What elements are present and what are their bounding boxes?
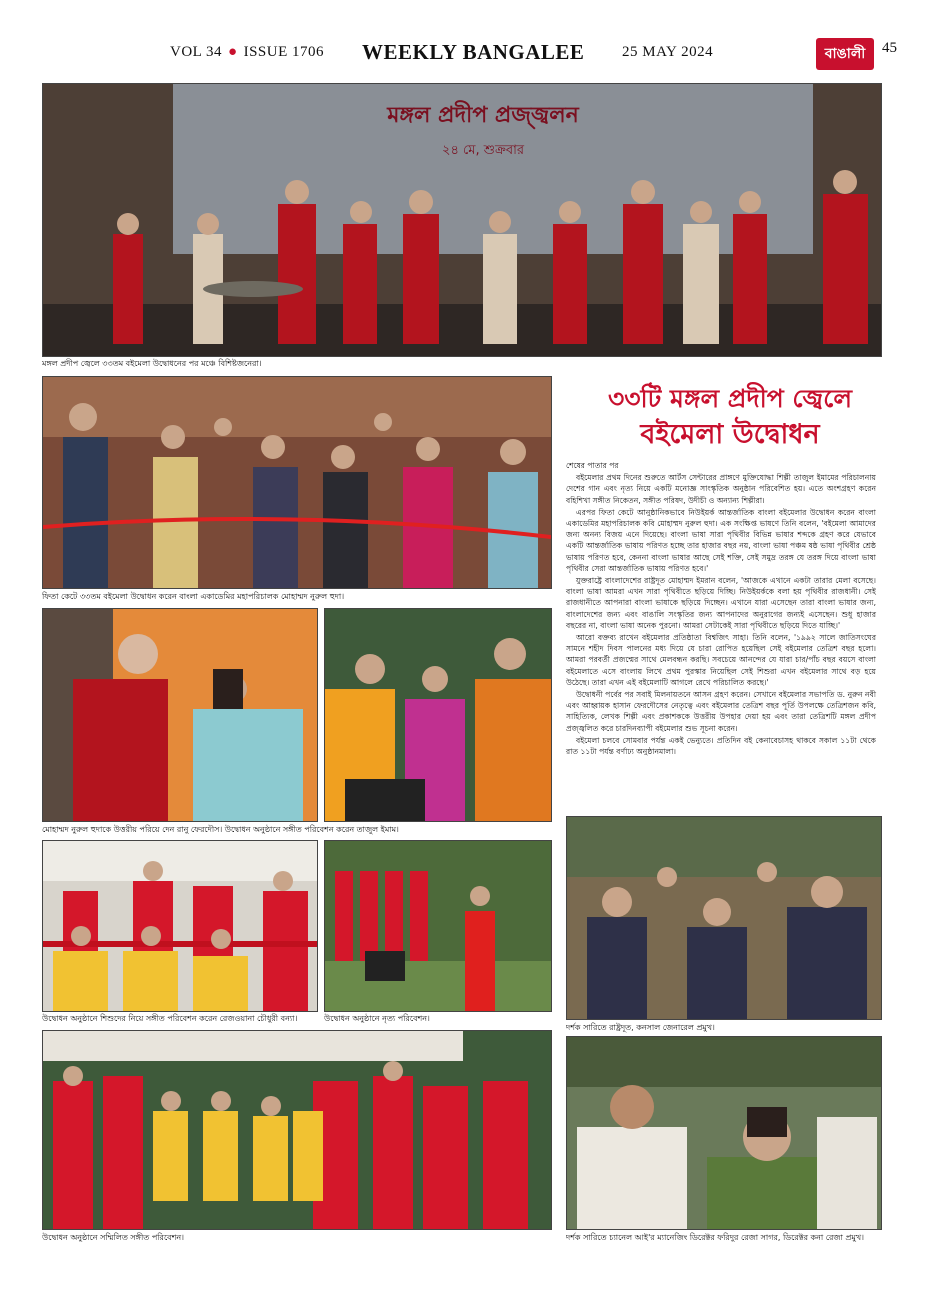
headline-line-1: ৩৩টি মঙ্গল প্রদীপ জ্বেলে [608,384,852,413]
caption-photo-2: ফিতা কেটে ৩৩তম বইমেলা উদ্বোধন করেন বাংলা একাডেমির মহাপরিচালক মোহাম্মদ নুরুল হুদা। [42,592,345,601]
caption-photo-8: উদ্বোধন অনুষ্ঠানে সম্মিলিত সঙ্গীত পরিবেশন। [42,1233,184,1242]
article-body [566,460,876,758]
publication-logo: বাঙালী [816,38,874,70]
caption-photo-7: দর্শক সারিতে রাষ্ট্রদূত, কনসাল জেনারেল প্রমুখ। [566,1023,715,1032]
photo-singer [324,608,552,822]
caption-photo-1: মঙ্গল প্রদীপ জ্বেলে ৩৩তম বইমেলা উদ্বোধনের পর মঞ্চে বিশিষ্টজনেরা। [42,359,262,368]
photo-children-song [42,840,318,1012]
photo-combined-song [42,1030,552,1230]
caption-photo-6: উদ্বোধন অনুষ্ঠানে নৃত্য পরিবেশন। [324,1014,430,1023]
photo-ribbon-cutting [42,376,552,589]
page-number: 45 [882,40,897,56]
caption-photo-9: দর্শক সারিতে চ্যানেল আই'র ম্যানেজিং ডিরেক্টর ফরিদুর রেজা সাগর, ডিরেক্টর কনা রেজা প্রমুখ। [566,1233,864,1242]
caption-photo-5: উদ্বোধন অনুষ্ঠানে শিশুদের নিয়ে সঙ্গীত পরিবেশন করেন রেজওয়ানা চৌধুরী বন্যা। [42,1014,298,1023]
article-paragraph: বইমেলা চলবে সোমবার পর্যন্ত একই ভেন্যুতে। প্রতিদিন বই কেনাবেচাসহ থাকবে সকাল ১১টা থেকে রাত ১১টা পর্যন্ত বর্ণাঢ্য অনুষ্ঠানমালা। [566,735,876,757]
headline-line-2: বইমেলা উদ্বোধন [640,419,820,450]
article-paragraph: উদ্বোধনী পর্বের পর সবাই মিলনায়তনে আসন গ্রহণ করেন। সেখানে বইমেলার সভাপতি ড. নুরুন নবী এবং আহ্বায়ক হাসান ফেরদৌসের নেতৃত্বে এবং বইমেলার তেত্রিশ বছর পূর্তি উপলক্ষে তেত্রিশজন কবি, সাহিত্যিক, লেখক শিল্পী এবং প্রকাশককে উত্তরীয় উপহার দেয়া হয় এবং তারা তেত্রিশটি মঙ্গল প্রদীপ প্রজ্জ্বলিত করে চারদিনব্যাপী বইমেলার শুভ সূচনা করেন। [566,690,876,733]
article-paragraph: আরো বক্তব্য রাখেন বইমেলার প্রতিষ্ঠাতা বিশ্বজিৎ সাহা। তিনি বলেন, '১৯৯২ সালে জাতিসংঘের সামনে শহীদ দিবস পালনের মধ্য দিয়ে যে চারা রোপিত হয়েছিল সেই বইমেলার তেত্রিশ বছর হলো। আমরা পরবর্তী প্রজন্মের সাথে মেলবন্ধন করছি। সবচেয়ে আনন্দের যে যারা চার/পাঁচ বছর বয়সে বাংলা বইমেলাতে এসে বাংলায় লিখে প্রথম পুরস্কার নিয়েছিল সেই শিশুরা এখন বইমেলার সাথে বড় হয়ে উঠেছে। তারা এখন এই বইমেলাটি আগলে রেখে পরিচালিত করছে।' [566,633,876,687]
publication-title: WEEKLY BANGALEE [362,40,585,64]
photo-audience-channel-i [566,1036,882,1230]
article-paragraph: যুক্তরাষ্ট্রে বাংলাদেশের রাষ্ট্রদূত মোহাম্মদ ইমরান বলেন, 'আজকে এখানে একটা তারার মেলা বসেছে। বাংলা ভাষা আমরা এখন সারা পৃথিবীতে ছড়িয়ে দিচ্ছি। নিউইয়র্ককে বলা হয় পৃথিবীর রাজধানী। সেই রাজধানীতে আপনারা বাংলা ভাষাকে ছড়িয়ে দিচ্ছেন। এখানে যারা এসেছেন তারা বাংলা ভাষার জন্য, বাংলাদেশের জন্য এবং বাঙালি সংস্কৃতির জন্য আপনাদের অনুরাগের জন্যই এসেছেন। শুধু হাজার বছরের না, বাংলা ভাষা অনেক পুরনো। আমরা সেটাকেই সারা পৃথিবীতে ছড়িয়ে দিতে যাচ্ছি।' [566,576,876,630]
masthead [0,34,945,74]
stage-banner-text: মঙ্গল প্রদীপ প্রজ্জ্বলন ২৪ মে, শুক্রবার [387,103,579,158]
volume-issue: VOL 34 ● ISSUE 1706 [170,44,325,60]
photo-audience-ambassador [566,816,882,1020]
photo-dance [324,840,552,1012]
article-paragraph: বইমেলার প্রথম দিনের শুরুতে আর্টস সেন্টারের প্রাঙ্গণে মুক্তিযোদ্ধা শিল্পী তাজুল ইমামের পরিচালনায় দেশের গান এবং নৃত্য নিয়ে একটি মনোজ্ঞ সাংস্কৃতিক অনুষ্ঠান পরিবেশিত হয়। এতে অংশগ্রহণ করেন বহিশিখা সঙ্গীত নিকেতন, সঙ্গীত পরিষদ, উদীচী ও অন্যান্য শিল্পীরা। [566,473,876,505]
caption-photo-3-4: মোহাম্মদ নুরুল হুদাকে উত্তরীয় পরিয়ে দেন রানু ফেরদৌস। উদ্বোধন অনুষ্ঠানে সঙ্গীত পরিবেশন করেন তাজুল ইমাম। [42,825,399,834]
photo-uttoriyo [42,608,318,822]
article-paragraph: এরপর ফিতা কেটে আনুষ্ঠানিকভাবে নিউইয়র্ক আন্তর্জাতিক বাংলা বইমেলার উদ্বোধন করেন বাংলা একাডেমির মহাপরিচালক কবি মোহাম্মদ নুরুল হুদা। এক সংক্ষিপ্ত ভাষণে তিনি বলেন, 'বইমেলা আমাদের জন্য অনন্য বিজয় এনে দিয়েছে। বাংলা ভাষা সারা পৃথিবীর বিভিন্ন ভাষার শব্দকে গ্রহণ করে যেভাবে একটি আন্তর্জাতিক ভাষায় পরিণত হচ্ছে তার হাজার বছর নয়, বাংলা ভাষা পঞ্চম ষষ্ঠ ভাষা পৃথিবীর শ্রেষ্ঠ ভাষায় পরিণত হবে, কেননা বাংলা ভাষার আছে সেই শক্তি, সেই সমুদ্র তরঙ্গ যে তরঙ্গ দিয়ে বাংলা ভাষা পৃথিবীর সেরা আন্তর্জাতিক ভাষায় পরিণত হবে।' [566,507,876,573]
continued-from: শেষের পাতার পর [566,461,619,470]
article-headline [560,382,900,454]
issue-date: 25 MAY 2024 [622,44,714,60]
photo-stage-dignitaries [42,83,882,357]
